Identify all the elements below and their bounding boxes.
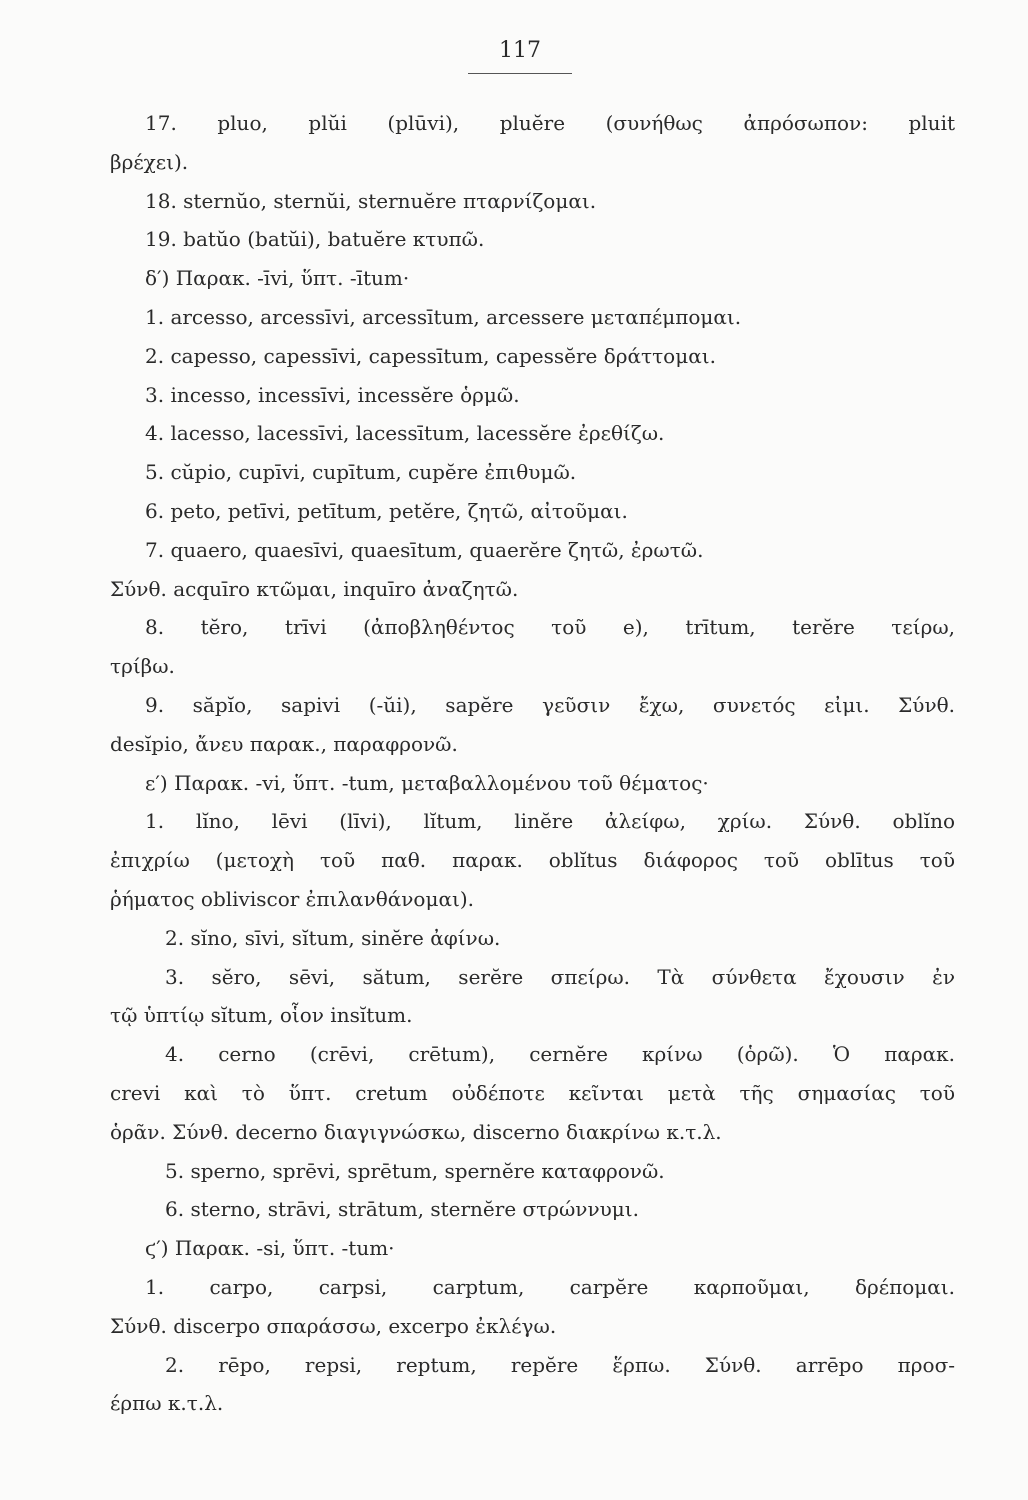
text-line: τρίβω.	[110, 654, 175, 679]
text-line: 4. lacesso, lacessīvi, lacessītum, lacessĕre ἐρεθίζω.	[145, 421, 665, 446]
text-line: 6. sterno, strāvi, strātum, sternĕre στρώννυμι.	[165, 1197, 639, 1222]
text-line: 3. incesso, incessīvi, incessĕre ὁρμῶ.	[145, 382, 520, 407]
text-line: 5. cŭpio, cupīvi, cupītum, cupĕre ἐπιθυμῶ.	[145, 460, 577, 485]
section-heading: ε′) Παρακ. -vi, ὕπτ. -tum, μεταβαλλομένου τοῦ θέματος·	[145, 770, 709, 795]
text-line: 18. sternŭo, sternŭi, sternuĕre πταρνίζομαι.	[145, 188, 597, 213]
text-line: 2. capesso, capessīvi, capessītum, capessĕre δράττομαι.	[145, 343, 716, 368]
text-line: ῥήματος obliviscor ἐπιλανθάνομαι).	[110, 886, 474, 911]
text-line: desĭpio, ἄνευ παρακ., παραφρονῶ.	[110, 731, 458, 756]
text-line: 19. batŭo (batŭi), batuĕre κτυπῶ.	[145, 227, 485, 252]
text-line: 1. arcesso, arcessīvi, arcessītum, arcessere μεταπέμπομαι.	[145, 304, 742, 329]
text-line: 6. peto, petīvi, petītum, petĕre, ζητῶ, αἰτοῦμαι.	[145, 498, 628, 523]
text-line: crevi καὶ τὸ ὕπτ. cretum οὐδέποτε κεῖνται μετὰ τῆς σημασίας τοῦ	[110, 1080, 955, 1105]
section-heading: δ′) Παρακ. -īvi, ὕπτ. -ītum·	[145, 266, 410, 291]
text-line: 2. rēpo, repsi, reptum, repĕre ἕρπω. Σύνθ. arrēpo προσ-	[165, 1352, 955, 1377]
text-line: βρέχει).	[110, 149, 189, 174]
text-line: 1. carpo, carpsi, carptum, carpĕre καρποῦμαι, δρέπομαι.	[145, 1274, 955, 1299]
text-line: Σύνθ. discerpo σπαράσσω, excerpo ἐκλέγω.	[110, 1313, 557, 1338]
text-line: τῷ ὑπτίῳ sĭtum, οἷον insĭtum.	[110, 1003, 413, 1028]
page-body	[110, 104, 955, 1423]
text-line: 5. sperno, sprēvi, sprētum, spernĕre καταφρονῶ.	[165, 1158, 665, 1183]
page-number-rule	[468, 73, 572, 74]
text-line: Σύνθ. acquīro κτῶμαι, inquīro ἀναζητῶ.	[110, 576, 519, 601]
text-line: ὁρᾶν. Σύνθ. decerno διαγιγνώσκω, discerno διακρίνω κ.τ.λ.	[110, 1119, 722, 1144]
text-line: 17. pluo, plŭi (plūvi), pluĕre (συνήθως ἀπρόσωπον: pluit	[145, 111, 955, 135]
text-line: 8. tĕro, trīvi (ἀποβληθέντος τοῦ e), trītum, terĕre τείρω,	[145, 615, 955, 640]
section-heading: ϛ′) Παρακ. -si, ὕπτ. -tum·	[145, 1236, 395, 1261]
text-line: ἐπιχρίω (μετοχὴ τοῦ παθ. παρακ. oblĭtus διάφορος τοῦ oblītus τοῦ	[110, 848, 955, 873]
text-line: 1. lĭno, lēvi (līvi), lĭtum, linĕre ἀλείφω, χρίω. Σύνθ. oblĭno	[145, 809, 955, 834]
page-number: 117	[499, 38, 541, 63]
text-line: έρπω κ.τ.λ.	[110, 1391, 224, 1416]
text-line: 4. cerno (crēvi, crētum), cernĕre κρίνω (ὁρῶ). Ὁ παρακ.	[165, 1042, 955, 1067]
text-line: 3. sĕro, sēvi, sătum, serĕre σπείρω. Τὰ σύνθετα ἔχουσιν ἐν	[165, 964, 955, 989]
text-line: 2. sĭno, sīvi, sĭtum, sinĕre ἀφίνω.	[165, 925, 501, 950]
text-line: 7. quaero, quaesīvi, quaesītum, quaerĕre ζητῶ, ἐρωτῶ.	[145, 537, 704, 562]
text-line: 9. săpĭo, sapivi (-ŭi), sapĕre γεῦσιν ἔχω, συνετός εἰμι. Σύνθ.	[145, 692, 955, 717]
